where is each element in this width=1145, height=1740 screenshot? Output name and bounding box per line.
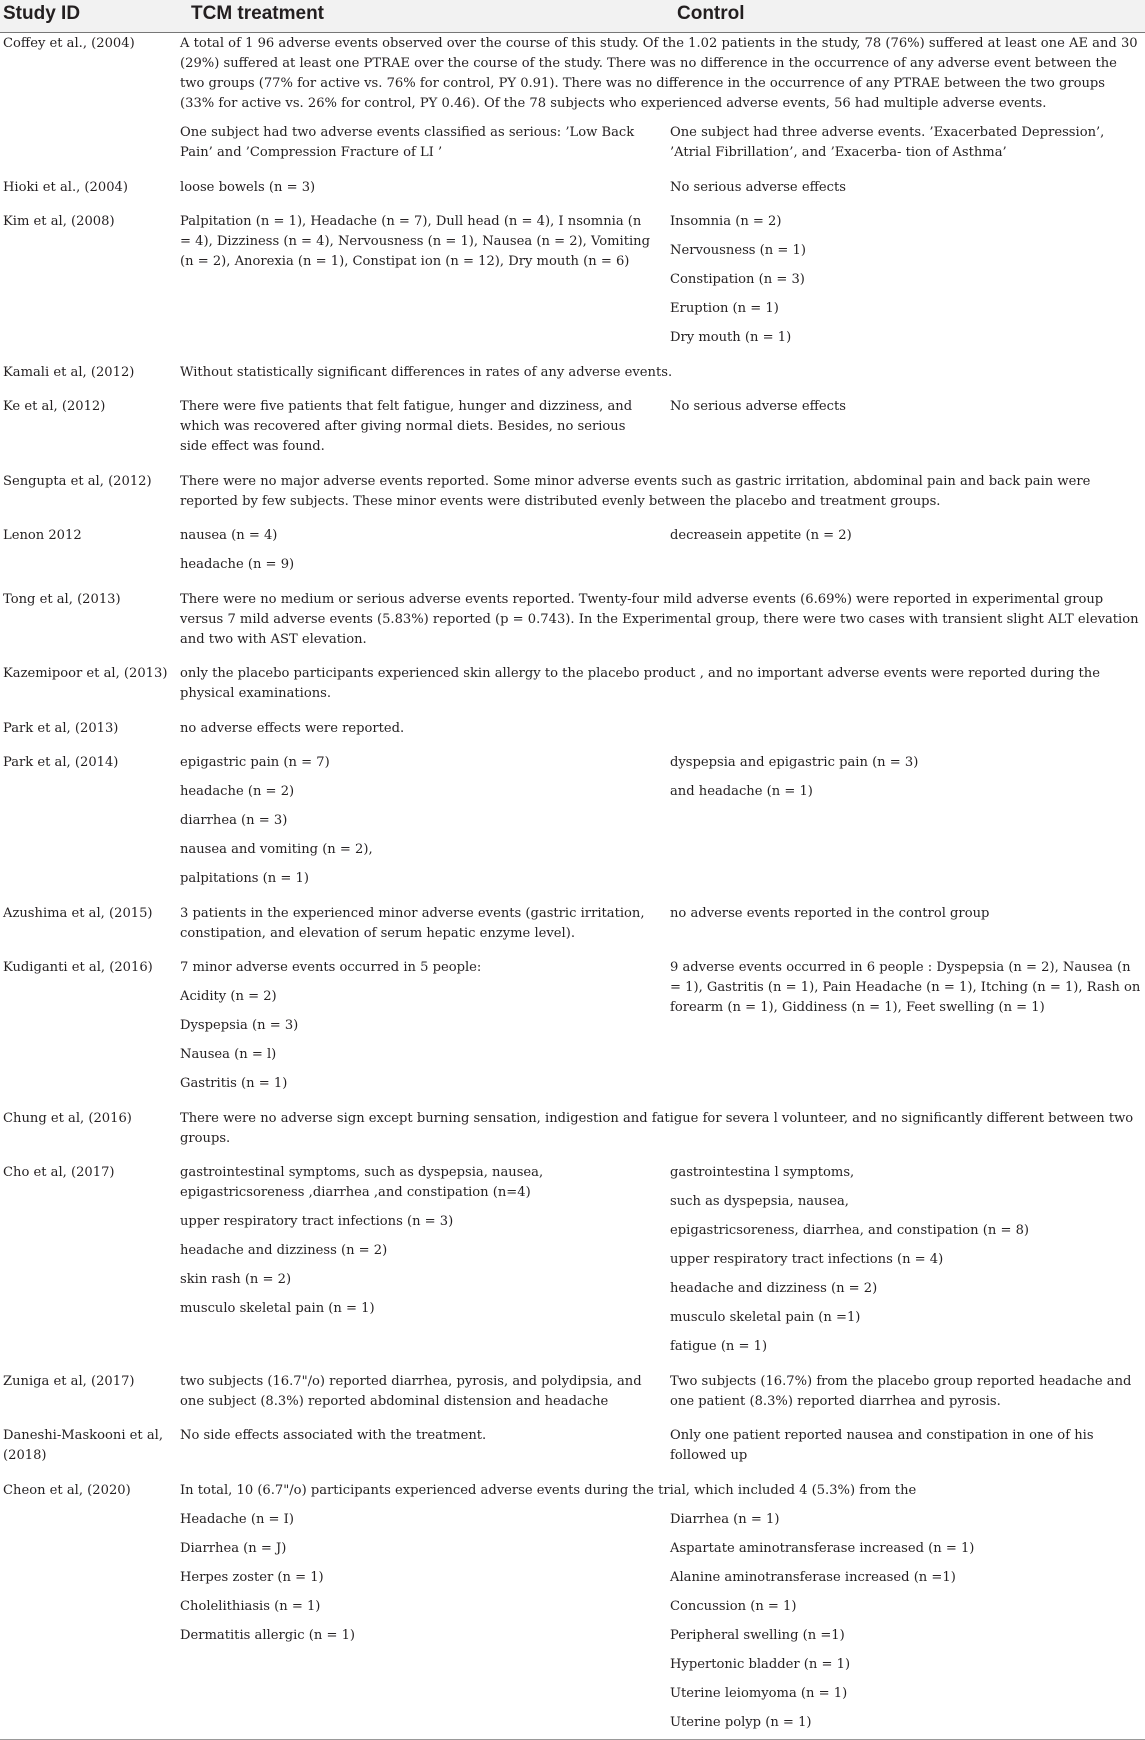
tcm-item: One subject had two adverse events classified as serious: ’Low Back Pain’ and ’Compression Fracture of LI ’	[180, 125, 635, 160]
tcm-cell	[180, 956, 670, 1101]
table-row	[0, 902, 1145, 951]
table-row	[0, 956, 1145, 1101]
findings-cell	[180, 902, 1145, 951]
control-cell	[670, 1370, 1145, 1419]
tcm-item: musculo skeletal pain (n = 1)	[180, 1301, 375, 1317]
tcm-item: gastrointestinal symptoms, such as dyspepsia, nausea, epigastricsoreness ,diarrhea ,and constipation (n=4)	[180, 1165, 544, 1201]
findings-cell	[180, 176, 1145, 205]
findings-cell	[180, 524, 1145, 582]
control-item: Peripheral swelling (n =1)	[670, 1627, 845, 1643]
control-cell	[670, 395, 1145, 464]
tcm-cell	[180, 1161, 670, 1364]
findings-cell	[180, 662, 1145, 711]
tcm-cell	[180, 751, 670, 896]
findings-cell	[180, 470, 1145, 519]
study-id-cell: Park et al, (2014)	[3, 755, 119, 771]
study-id-cell: Kudiganti et al, (2016)	[3, 960, 153, 976]
tcm-cell	[180, 1370, 670, 1419]
spanning-text: There were no adverse sign except burning sensation, indigestion and fatigue for severa l volunteer, and no significantly different between two groups.	[180, 1110, 1134, 1146]
tcm-cell	[180, 210, 670, 355]
control-item: no adverse events reported in the control group	[670, 905, 990, 921]
findings-cell	[180, 751, 1145, 896]
control-item: Uterine leiomyoma (n = 1)	[670, 1685, 848, 1701]
study-id-cell: Ke et al, (2012)	[3, 399, 106, 415]
control-item: epigastricsoreness, diarrhea, and constipation (n = 8)	[670, 1223, 1030, 1239]
table-row	[0, 751, 1145, 896]
findings-cell	[180, 1424, 1145, 1473]
control-cell	[670, 210, 1145, 355]
findings-cell	[180, 588, 1145, 657]
control-cell	[670, 524, 1145, 582]
table-row	[0, 1424, 1145, 1473]
table-row	[0, 1107, 1145, 1156]
tcm-item: Dermatitis allergic (n = 1)	[180, 1627, 356, 1643]
control-item: decreasein appetite (n = 2)	[670, 528, 852, 544]
tcm-item: Acidity (n = 2)	[180, 989, 277, 1005]
study-id-cell: Park et al, (2013)	[3, 720, 119, 736]
study-id-cell: Cheon et al, (2020)	[3, 1482, 131, 1498]
tcm-cell	[180, 1424, 670, 1473]
control-item: Uterine polyp (n = 1)	[670, 1714, 812, 1730]
findings-cell	[180, 1107, 1145, 1156]
control-item: upper respiratory tract infections (n = 4)	[670, 1252, 944, 1268]
findings-cell	[180, 32, 1145, 170]
control-item: Insomnia (n = 2)	[670, 214, 782, 230]
study-id-cell: Cho et al, (2017)	[3, 1165, 115, 1181]
tcm-item: There were five patients that felt fatigue, hunger and dizziness, and which was recovered after giving normal diets. Besides, no serious side effect was found.	[180, 399, 633, 455]
control-item: and headache (n = 1)	[670, 784, 813, 800]
tcm-item: upper respiratory tract infections (n = 3)	[180, 1214, 454, 1230]
tcm-item: Herpes zoster (n = 1)	[180, 1569, 324, 1585]
tcm-item: Headache (n = I)	[180, 1511, 294, 1527]
study-id-cell: Sengupta et al, (2012)	[3, 473, 152, 489]
tcm-item: Nausea (n = l)	[180, 1047, 277, 1063]
table-body	[0, 32, 1145, 1740]
header-study-id: Study ID	[3, 3, 81, 24]
table-header	[0, 0, 1145, 33]
table-row	[0, 524, 1145, 582]
control-item: Dry mouth (n = 1)	[670, 330, 792, 346]
tcm-cell	[180, 121, 670, 170]
tcm-item: nausea and vomiting (n = 2),	[180, 842, 373, 858]
study-id-cell: Kim et al, (2008)	[3, 214, 115, 230]
control-item: dyspepsia and epigastric pain (n = 3)	[670, 755, 919, 771]
control-item: Constipation (n = 3)	[670, 272, 805, 288]
findings-cell	[180, 395, 1145, 464]
findings-cell	[180, 361, 1145, 390]
control-item: Two subjects (16.7%) from the placebo group reported headache and one patient (8.3%) reported diarrhea and pyrosis.	[670, 1373, 1132, 1409]
study-id-cell: Kazemipoor et al, (2013)	[3, 666, 168, 682]
spanning-text: There were no major adverse events reported. Some minor adverse events such as gastric irritation, abdominal pain and back pain were reported by few subjects. These minor events were distributed evenly between the placebo and treatment groups.	[180, 473, 1091, 509]
study-id-cell: Chung et al, (2016)	[3, 1110, 132, 1126]
tcm-item: loose bowels (n = 3)	[180, 179, 316, 195]
control-item: such as dyspepsia, nausea,	[670, 1194, 849, 1210]
control-item: One subject had three adverse events. ’Exacerbated Depression’, ’Atrial Fibrillation’, and ’Exacerba- tion of Asthma’	[670, 125, 1105, 160]
spanning-text: Without statistically significant differences in rates of any adverse events.	[180, 364, 673, 380]
control-item: Hypertonic bladder (n = 1)	[670, 1656, 851, 1672]
control-item: fatigue (n = 1)	[670, 1339, 768, 1355]
table-row	[0, 210, 1145, 355]
tcm-item: No side effects associated with the treatment.	[180, 1428, 487, 1444]
tcm-item: epigastric pain (n = 7)	[180, 755, 330, 771]
tcm-item: 3 patients in the experienced minor adverse events (gastric irritation, constipation, and elevation of serum hepatic enzyme level).	[180, 905, 645, 941]
tcm-item: headache (n = 9)	[180, 557, 295, 573]
control-item: No serious adverse effects	[670, 179, 846, 195]
control-item: Diarrhea (n = 1)	[670, 1511, 780, 1527]
study-id-cell: Zuniga et al, (2017)	[3, 1373, 135, 1389]
findings-cell	[180, 210, 1145, 355]
tcm-cell	[180, 176, 670, 205]
tcm-item: headache and dizziness (n = 2)	[180, 1243, 388, 1259]
table-row	[0, 1479, 1145, 1740]
header-control: Control	[677, 3, 745, 24]
control-cell	[670, 1424, 1145, 1473]
control-cell	[670, 902, 1145, 951]
control-item: gastrointestina l symptoms,	[670, 1165, 855, 1181]
control-cell	[670, 121, 1145, 170]
findings-cell	[180, 1370, 1145, 1419]
tcm-item: two subjects (16.7"/o) reported diarrhea, pyrosis, and polydipsia, and one subject (8.3%) reported abdominal distension and headache	[180, 1373, 642, 1409]
table-row	[0, 32, 1145, 170]
table-row	[0, 470, 1145, 519]
tcm-item: Gastritis (n = 1)	[180, 1076, 288, 1092]
control-cell	[670, 1161, 1145, 1364]
control-item: headache and dizziness (n = 2)	[670, 1281, 878, 1297]
control-item: No serious adverse effects	[670, 399, 846, 415]
findings-cell	[180, 956, 1145, 1101]
tcm-item: Palpitation (n = 1), Headache (n = 7), Dull head (n = 4), I nsomnia (n = 4), Dizziness (n = 4), Nervousness (n = 1), Nausea (n = 2), Vomiting (n = 2), Anorexia (n = 1), Constipat ion (n = 12), Dry mouth (n = 6)	[180, 214, 650, 270]
tcm-item: headache (n = 2)	[180, 784, 295, 800]
spanning-text: only the placebo participants experienced skin allergy to the placebo product , and no important adverse events were reported during the physical examinations.	[180, 666, 1100, 702]
control-item: Only one patient reported nausea and constipation in one of his followed up	[670, 1428, 1094, 1464]
study-id-cell: Daneshi-Maskooni et al, (2018)	[3, 1428, 163, 1464]
control-cell	[670, 751, 1145, 896]
study-id-cell: Lenon 2012	[3, 528, 82, 544]
study-id-cell: Kamali et al, (2012)	[3, 364, 135, 380]
study-id-cell: Hioki et al., (2004)	[3, 179, 128, 195]
tcm-item: diarrhea (n = 3)	[180, 813, 288, 829]
table-row	[0, 662, 1145, 711]
tcm-item: 7 minor adverse events occurred in 5 people:	[180, 960, 482, 976]
tcm-cell	[180, 524, 670, 582]
control-cell	[670, 956, 1145, 1101]
tcm-item: nausea (n = 4)	[180, 528, 278, 544]
spanning-text: no adverse effects were reported.	[180, 720, 405, 736]
findings-cell	[180, 717, 1145, 746]
table-row	[0, 588, 1145, 657]
control-item: Aspartate aminotransferase increased (n = 1)	[670, 1540, 975, 1556]
table-row	[0, 361, 1145, 390]
control-item: musculo skeletal pain (n =1)	[670, 1310, 861, 1326]
tcm-item: Dyspepsia (n = 3)	[180, 1018, 299, 1034]
findings-cell	[180, 1161, 1145, 1364]
tcm-item: palpitations (n = 1)	[180, 871, 309, 887]
tcm-item: skin rash (n = 2)	[180, 1272, 292, 1288]
study-id-cell: Azushima et al, (2015)	[3, 905, 153, 921]
tcm-cell	[180, 395, 670, 464]
table-row	[0, 176, 1145, 205]
spanning-text: There were no medium or serious adverse events reported. Twenty-four mild adverse events (6.69%) were reported in experimental group versus 7 mild adverse events (5.83%) reported (p = 0.743). In the Experimental group, there were two cases with transient slight ALT elevation and two with AST elevation.	[180, 591, 1139, 647]
spanning-text: In total, 10 (6.7"/o) participants experienced adverse events during the trial, which included 4 (5.3%) from the	[180, 1482, 917, 1498]
header-tcm-treatment: TCM treatment	[191, 3, 325, 24]
tcm-cell	[180, 902, 670, 951]
findings-cell	[180, 1479, 1145, 1740]
control-cell	[670, 176, 1145, 205]
control-item: 9 adverse events occurred in 6 people : Dyspepsia (n = 2), Nausea (n = 1), Gastritis (n = 1), Pain Headache (n = 1), Itching (n = 1), Rash on forearm (n = 1), Giddiness (n = 1), Feet swelling (n = 1)	[670, 960, 1141, 1016]
spanning-text: A total of 1 96 adverse events observed over the course of this study. Of the 1.02 patients in the study, 78 (76%) suffered at least one AE and 30 (29%) suffered at least one PTRAE over the course of the study. There was no difference in the occurrence of any adverse event between the two groups (77% for active vs. 76% for control, PY 0.91). There was no difference in the occurrence of any PTRAE between the two groups (33% for active vs. 26% for control, PY 0.46). Of the 78 subjects who experienced adverse events, 56 had multiple adverse events.	[180, 36, 1138, 111]
tcm-item: Diarrhea (n = J)	[180, 1540, 287, 1556]
control-item: Concussion (n = 1)	[670, 1598, 797, 1614]
control-item: Alanine aminotransferase increased (n =1)	[670, 1569, 956, 1585]
control-item: Nervousness (n = 1)	[670, 243, 806, 259]
tcm-cell	[180, 1508, 670, 1740]
tcm-item: Cholelithiasis (n = 1)	[180, 1598, 321, 1614]
study-id-cell: Coffey et al., (2004)	[3, 36, 135, 51]
table-row	[0, 1370, 1145, 1419]
study-id-cell: Tong et al, (2013)	[3, 591, 121, 607]
control-item: Eruption (n = 1)	[670, 301, 779, 317]
table-row	[0, 717, 1145, 746]
table-row	[0, 395, 1145, 464]
table-row	[0, 1161, 1145, 1364]
control-cell	[670, 1508, 1145, 1740]
